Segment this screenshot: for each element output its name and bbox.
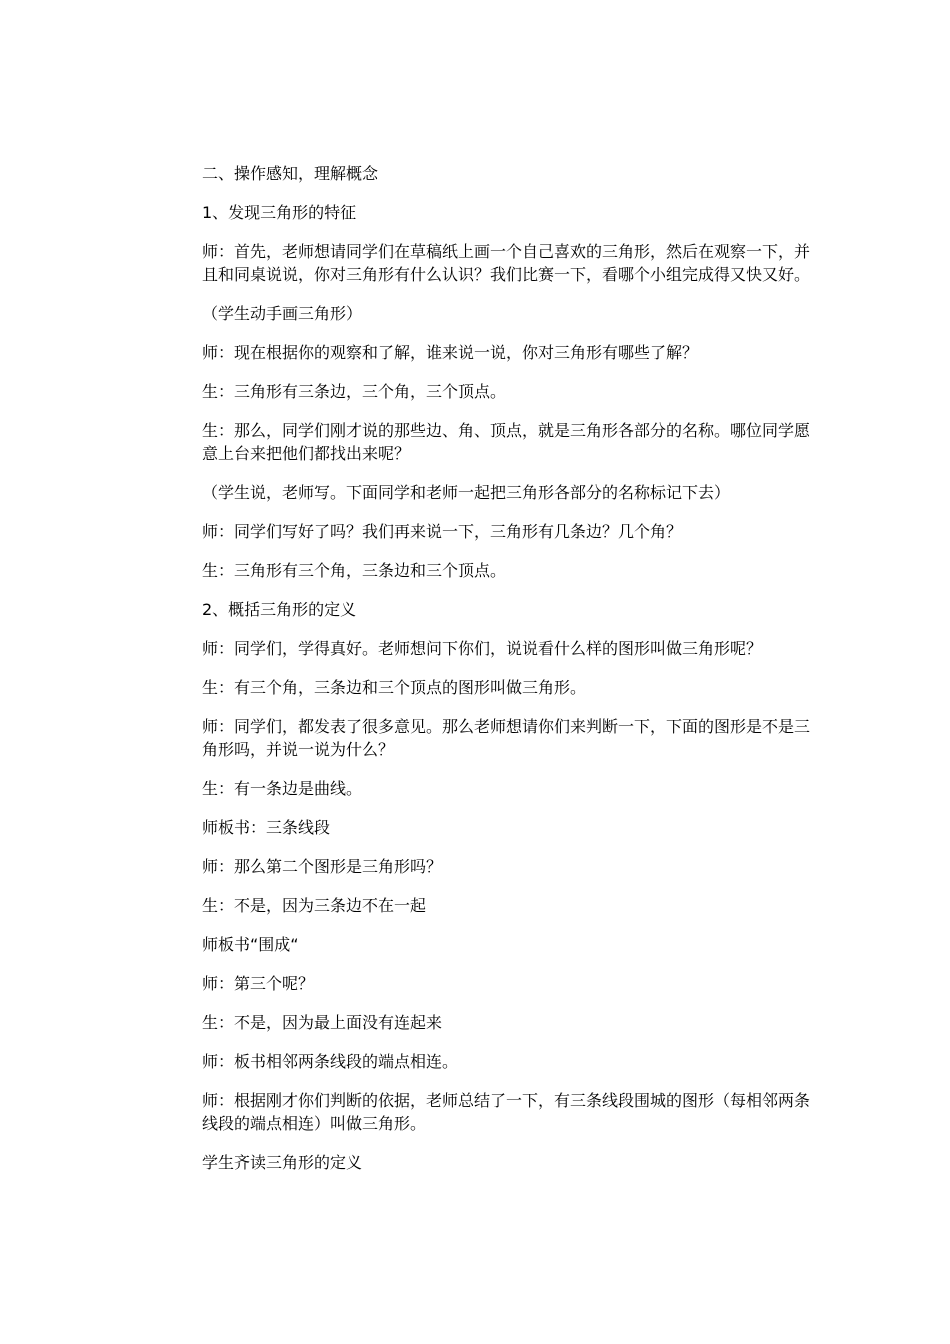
paragraph: 师：那么第二个图形是三角形吗？ [202, 857, 443, 876]
paragraph: 生：三角形有三个角，三条边和三个顶点。 [202, 561, 507, 580]
paragraph: 师：根据刚才你们判断的依据，老师总结了一下，有三条线段围城的图形（每相邻两条线段的端点相连）叫做三角形。 [202, 1091, 811, 1133]
paragraph: 师：同学们，学得真好。老师想问下你们，说说看什么样的图形叫做三角形呢？ [202, 639, 763, 658]
paragraph: 生：那么，同学们刚才说的那些边、角、顶点，就是三角形各部分的名称。哪位同学愿意上台来把他们都找出来呢？ [202, 421, 811, 463]
paragraph: 生：三角形有三条边，三个角，三个顶点。 [202, 382, 507, 401]
paragraph: 生：不是，因为三条边不在一起 [202, 896, 427, 915]
paragraph: （学生说，老师写。下面同学和老师一起把三角形各部分的名称标记下去） [202, 483, 731, 502]
subsection-heading: 1、发现三角形的特征 [202, 203, 357, 222]
paragraph: 师：现在根据你的观察和了解，谁来说一说，你对三角形有哪些了解？ [202, 343, 699, 362]
document-page [202, 162, 814, 1190]
paragraph: 师：首先，老师想请同学们在草稿纸上画一个自己喜欢的三角形，然后在观察一下，并且和同桌说说，你对三角形有什么认识？我们比赛一下，看哪个小组完成得又快又好。 [202, 242, 811, 284]
paragraph: 师板书“围成“ [202, 935, 299, 954]
paragraph: 师：同学们写好了吗？我们再来说一下，三角形有几条边？几个角？ [202, 522, 683, 541]
paragraph: 师：同学们，都发表了很多意见。那么老师想请你们来判断一下，下面的图形是不是三角形吗，并说一说为什么？ [202, 717, 811, 759]
paragraph: 学生齐读三角形的定义 [202, 1153, 363, 1172]
section-heading: 二、操作感知，理解概念 [202, 164, 379, 183]
paragraph: 师：板书相邻两条线段的端点相连。 [202, 1052, 459, 1071]
paragraph: 生：有一条边是曲线。 [202, 779, 363, 798]
subsection-heading: 2、概括三角形的定义 [202, 600, 357, 619]
paragraph: 生：有三个角，三条边和三个顶点的图形叫做三角形。 [202, 678, 587, 697]
paragraph: 师：第三个呢？ [202, 974, 315, 993]
paragraph: （学生动手画三角形） [202, 304, 363, 323]
paragraph: 师板书：三条线段 [202, 818, 331, 837]
paragraph: 生：不是，因为最上面没有连起来 [202, 1013, 443, 1032]
